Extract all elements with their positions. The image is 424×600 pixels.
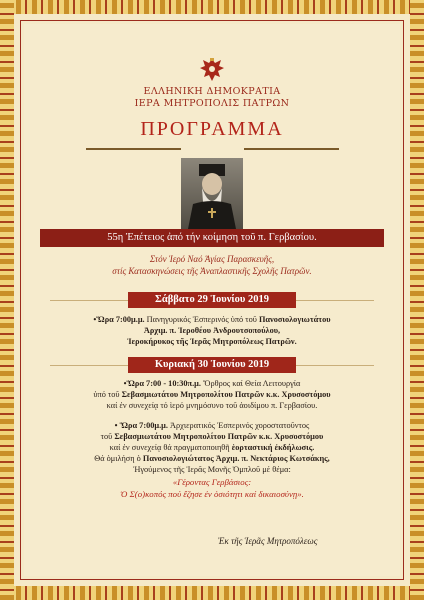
frame-border-top xyxy=(0,0,424,14)
frame-border-bottom xyxy=(0,586,424,600)
day2-event2-line-4 xyxy=(0,454,424,465)
header-line-1: ΕΛΛΗΝΙΚΗ ΔΗΜΟΚΡΑΤΙΑ xyxy=(143,86,281,97)
day2-event2-by: τοῦ xyxy=(100,432,115,441)
day2-event2-time: • Ὥρα 7:00μ.μ. xyxy=(114,421,168,430)
day1-event-title: Πανοσιολογιωτάτου xyxy=(258,315,331,324)
ornament-left xyxy=(86,148,181,150)
day2-label: Κυριακή 30 Ἰουνίου 2019 xyxy=(128,357,296,373)
day1-event-line-1 xyxy=(0,315,424,326)
ornament-right xyxy=(244,148,339,150)
venue-line-1: Στόν Ἱερό Ναό Ἁγίας Παρασκευῆς, xyxy=(149,254,275,264)
day2-event2-line-1 xyxy=(0,421,424,432)
day2-event1-celebrant: Σεβασμιωτάτου Μητροπολίτου Πατρῶν κ.κ. Χρυσοστόμου xyxy=(121,390,331,399)
header-line-2: ΙΕΡΑ ΜΗΤΡΟΠΟΛΙΣ ΠΑΤΡΩΝ xyxy=(134,98,290,109)
signature: Ἐκ τῆς Ἱερᾶς Μητροπόλεως xyxy=(218,536,318,546)
day1-event-line-3: Ἱεροκήρυκος τῆς Ἱερᾶς Μητροπόλεως Πατρῶν. xyxy=(127,337,297,346)
day1-label: Σάββατο 29 Ἰουνίου 2019 xyxy=(128,292,296,308)
day2-event1-time: •Ὥρα 7:00 - 10:30π.μ. xyxy=(123,379,201,388)
day2-event2-line-3 xyxy=(0,443,424,454)
priest-portrait xyxy=(181,158,243,234)
venue-line-2: στίς Κατασκηνώσεις τῆς Ἀναπλαστικῆς Σχολῆς Πατρῶν. xyxy=(112,266,312,276)
lecture-title-line-1: «Γέροντας Γερβάσιος: xyxy=(172,477,252,487)
day2-event2-celebrant: Σεβασμιωτάτου Μητροπολίτου Πατρῶν κ.κ. Χρυσοστόμου xyxy=(114,432,324,441)
anniversary-banner: 55η Ἐπέτειος ἀπό τήν κοίμηση τοῦ π. Γερβασίου. xyxy=(40,229,384,247)
day2-event1-line-3: καί ἐν συνεχείᾳ τό ἱερό μνημόσυνο τοῦ ἀοιδίμου π. Γερβασίου. xyxy=(106,401,318,410)
day2-event1-by: ὑπό τοῦ xyxy=(93,390,122,399)
double-headed-eagle-icon xyxy=(197,56,227,84)
day1-event-line-2: Ἀρχιμ. π. Ἱεροθέου Ἀνδρουτσοπούλου, xyxy=(143,326,281,335)
lecture-title-line-2: Ὁ Σ(ο)κοπός πού ἔζησε ἐν ὁσιότητι καί δικαιοσύνῃ». xyxy=(120,489,304,499)
day2-event2-line-2 xyxy=(0,432,424,443)
day2-event1-line-1 xyxy=(0,379,424,390)
day2-event2-line-5: Ἡγούμενος τῆς Ἱερᾶς Μονῆς Ὀμπλοῦ μέ θέμα: xyxy=(133,465,291,474)
day1-event-time: •Ὥρα 7:00μ.μ. xyxy=(93,315,145,324)
day1-event-text: Πανηγυρικός Ἑσπερινός ὑπό τοῦ xyxy=(144,315,259,324)
day2-event2-celebration: ἑορταστική ἐκδήλωσις. xyxy=(231,443,315,452)
day2-event1-text: Ὄρθρος καί Θεία Λειτουργία xyxy=(200,379,301,388)
day2-event1-line-2 xyxy=(0,390,424,401)
day2-event2-text: Ἀρχιερατικός Ἑσπερινός χοροστατοῦντος xyxy=(167,421,310,430)
day2-event2-then: καί ἐν συνεχείᾳ θά πραγματοποιηθῆ xyxy=(109,443,232,452)
page-title: ΠΡΟΓΡΑΜΜΑ xyxy=(140,118,284,140)
day2-event2-speaker-intro: Θά ὁμιλήση ὁ xyxy=(94,454,143,463)
day2-event2-speaker: Πανοσιολογιώτατος Ἀρχιμ. π. Νεκτάριος Κωτσάκης, xyxy=(142,454,330,463)
